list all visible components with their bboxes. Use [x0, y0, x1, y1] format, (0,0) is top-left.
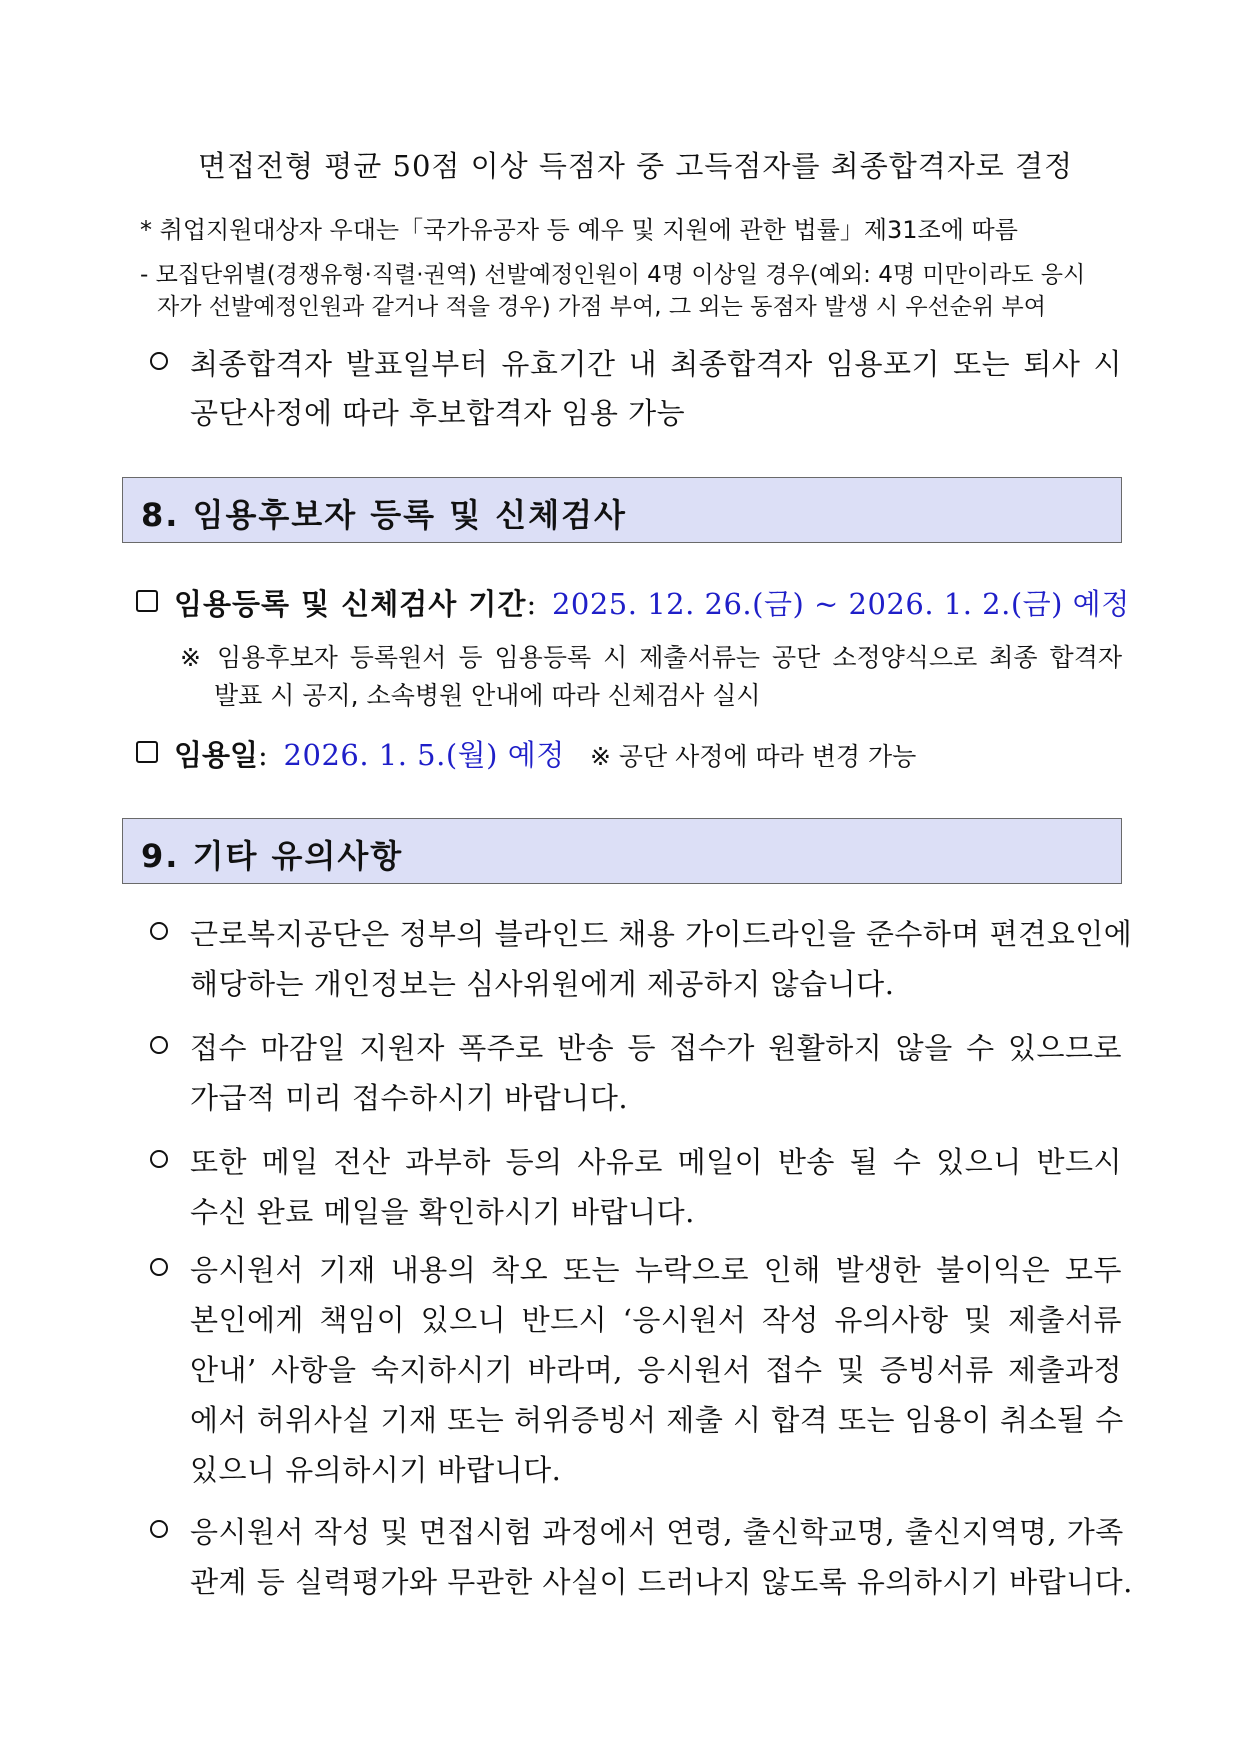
bonus-points-note-line2: 자가 선발예정인원과 같거나 적을 경우) 가점 부여, 그 외는 동점자 발생 시 우선순위 부여: [157, 294, 1046, 320]
appointment-date-row: [174, 733, 916, 774]
appointment-date-note: ※ 공단 사정에 따라 변경 가능: [589, 742, 917, 771]
appointment-date-value: 2026. 1. 5.(월) 예정: [283, 738, 565, 772]
notice-5-line2: 관계 등 실력평가와 무관한 사실이 드러나지 않도록 유의하시기 바랍니다.: [190, 1565, 1133, 1599]
notice-5-line1: 응시원서 작성 및 면접시험 과정에서 연령, 출신학교명, 출신지역명, 가족: [190, 1515, 1124, 1549]
notice-4-line4: 에서 허위사실 기재 또는 허위증빙서 제출 시 합격 또는 임용이 취소될 수: [190, 1403, 1124, 1437]
registration-period-row: [174, 582, 1130, 623]
notice-2-line1: 접수 마감일 지원자 폭주로 반송 등 접수가 원활하지 않을 수 있으므로: [190, 1031, 1122, 1065]
section-9-header: [122, 818, 1122, 884]
bullet-circle-icon: [150, 1036, 168, 1054]
bullet-circle-icon: [150, 1520, 168, 1538]
notice-2-line2: 가급적 미리 접수하시기 바랍니다.: [190, 1081, 629, 1115]
notice-1-line1: 근로복지공단은 정부의 블라인드 채용 가이드라인을 준수하며 편견요인에: [190, 917, 1133, 951]
appointment-date-label: 임용일: [174, 738, 259, 772]
section-8-header: [122, 477, 1122, 543]
selection-criteria-line: 면접전형 평균 50점 이상 득점자 중 고득점자를 최종합격자로 결정: [198, 149, 1074, 183]
registration-note-line2: 발표 시 공지, 소속병원 안내에 따라 신체검사 실시: [214, 681, 761, 710]
registration-period-date: 2025. 12. 26.(금) ~ 2026. 1. 2.(금) 예정: [551, 587, 1130, 621]
registration-note-line1: ※ 임용후보자 등록원서 등 임용등록 시 제출서류는 공단 소정양식으로 최종 합격자: [180, 643, 1122, 672]
veteran-preference-note: * 취업지원대상자 우대는「국가유공자 등 예우 및 지원에 관한 법률」제31조에 따름: [140, 216, 1018, 244]
bullet-circle-icon: [150, 352, 168, 370]
bullet-circle-icon: [150, 1150, 168, 1168]
checkbox-square-icon: [136, 741, 158, 763]
reserve-candidate-line2: 공단사정에 따라 후보합격자 임용 가능: [190, 396, 686, 430]
notice-1-line2: 해당하는 개인정보는 심사위원에게 제공하지 않습니다.: [190, 967, 895, 1001]
appointment-date-colon: :: [258, 738, 269, 772]
reserve-candidate-line1: 최종합격자 발표일부터 유효기간 내 최종합격자 임용포기 또는 퇴사 시: [190, 347, 1122, 381]
bullet-circle-icon: [150, 1258, 168, 1276]
notice-4-line2: 본인에게 책임이 있으니 반드시 ‘응시원서 작성 유의사항 및 제출서류: [190, 1303, 1122, 1337]
registration-period-colon: :: [526, 587, 537, 621]
notice-4-line1: 응시원서 기재 내용의 착오 또는 누락으로 인해 발생한 불이익은 모두: [190, 1253, 1122, 1287]
section-8-title: 8. 임용후보자 등록 및 신체검사: [141, 496, 627, 534]
notice-3-line1: 또한 메일 전산 과부하 등의 사유로 메일이 반송 될 수 있으니 반드시: [190, 1145, 1122, 1179]
bonus-points-note-line1: - 모집단위별(경쟁유형·직렬·권역) 선발예정인원이 4명 이상일 경우(예외: 4명 미만이라도 응시: [140, 262, 1086, 288]
bullet-circle-icon: [150, 922, 168, 940]
section-9-title: 9. 기타 유의사항: [141, 837, 404, 875]
notice-3-line2: 수신 완료 메일을 확인하시기 바랍니다.: [190, 1195, 695, 1229]
notice-4-line3: 안내’ 사항을 숙지하시기 바라며, 응시원서 접수 및 증빙서류 제출과정: [190, 1353, 1122, 1387]
registration-period-label: 임용등록 및 신체검사 기간: [174, 587, 527, 621]
checkbox-square-icon: [136, 590, 158, 612]
notice-4-line5: 있으니 유의하시기 바랍니다.: [190, 1453, 562, 1487]
